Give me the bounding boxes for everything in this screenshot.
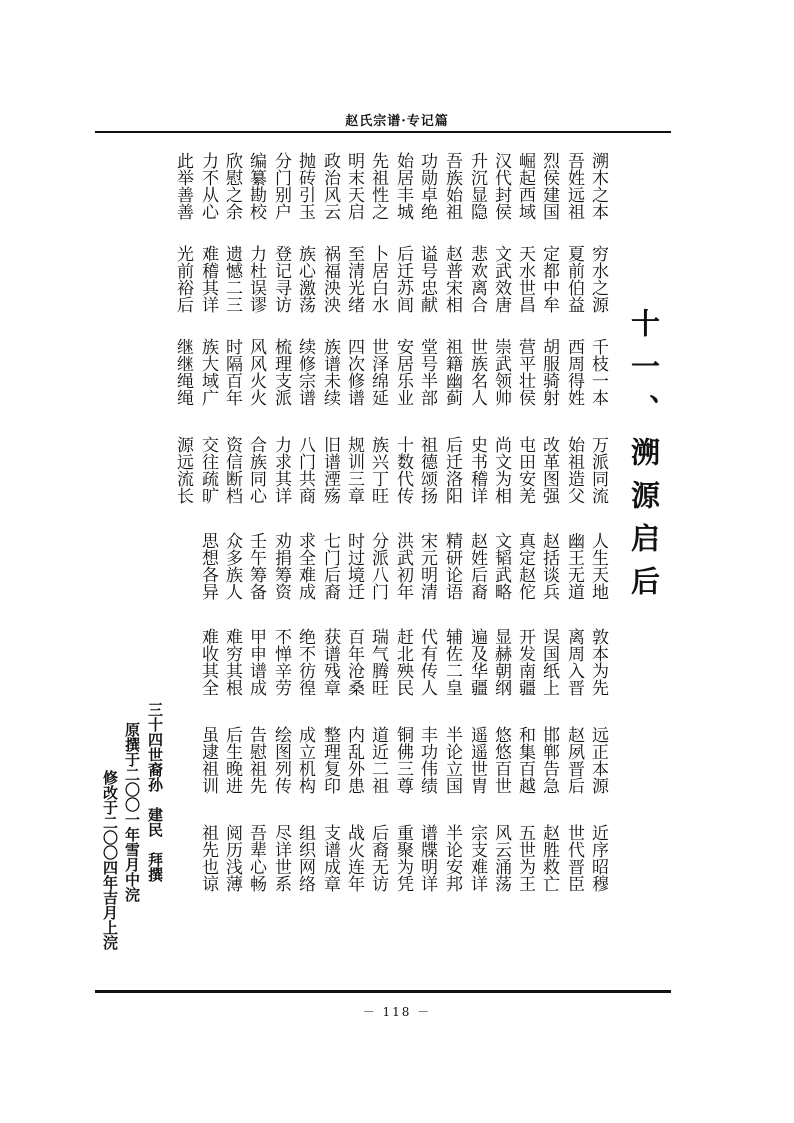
poem-line: 吾辈心畅 [246,824,266,892]
poem-line: 光前裕后 [173,245,193,313]
poem-line: 难稽其详 [198,245,218,313]
poem-line: 四次修谱 [344,338,364,406]
poem-line: 遍及华疆 [467,628,487,696]
poem-line: 崛起西域 [515,152,535,220]
poem-line: 文韬武略 [491,532,511,600]
poem-line: 遥遥世胄 [467,726,487,794]
poem-line: 穷水之源 [588,245,608,313]
poem-line: 整理复印 [320,726,340,794]
poem-line: 族心激荡 [295,245,315,313]
poem-line: 七门后裔 [320,532,340,600]
poem-line: 万派同流 [588,436,608,504]
poem-line: 人生天地 [588,532,608,600]
poem-line: 时隔百年 [222,338,242,406]
poem-line: 五世为王 [515,824,535,892]
poem-line: 不惮辛劳 [271,628,291,696]
poem-line: 至清光绪 [344,245,364,313]
poem-line: 赵夙晋后 [564,726,584,794]
poem-line: 编纂勘校 [246,152,266,220]
poem-line: 难收其全 [198,628,218,696]
poem-line: 真定赵佗 [515,532,535,600]
poem-line: 风云涌荡 [491,824,511,892]
poem-line: 欣慰之余 [222,152,242,220]
poem-line: 劝捐筹资 [271,532,291,600]
poem-line: 阅历浅薄 [222,824,242,892]
poem-line: 敦本为先 [588,628,608,696]
poem-line: 丰功伟绩 [417,726,437,794]
poem-line: 夏前伯益 [564,245,584,313]
poem-line: 祸福泱泱 [320,245,340,313]
poem-line: 半论立国 [442,726,462,794]
poem-line: 始居丰城 [393,152,413,220]
poem-line: 屯田安羌 [515,436,535,504]
poem-line: 思想各异 [198,532,218,600]
poem-line: 力杜误谬 [246,245,266,313]
poem-line: 安居乐业 [393,338,413,406]
poem-line: 族大域广 [198,338,218,406]
poem-line: 成立机构 [295,726,315,794]
poem-line: 旧谱湮殇 [320,436,340,504]
poem-line: 千枝一本 [588,338,608,406]
section-title: 十一、溯源启后 [627,308,661,609]
poem-line: 世泽绵延 [368,338,388,406]
poem-line: 时过境迁 [344,532,364,600]
signature-author: 三十四世裔孙 建民 拜撰 [146,702,164,882]
poem-line: 继继绳绳 [173,338,193,406]
poem-line: 铜佛三尊 [393,726,413,794]
poem-line: 堂号半部 [417,338,437,406]
poem-line: 重聚为凭 [393,824,413,892]
poem-line: 功勋卓绝 [417,152,437,220]
poem-line: 赵姓后裔 [467,532,487,600]
poem-line: 赶北殃民 [393,628,413,696]
poem-line: 胡服骑射 [539,338,559,406]
poem-line: 崇武领帅 [491,338,511,406]
poem-line: 宗支难详 [467,824,487,892]
poem-line: 支谱成章 [320,824,340,892]
poem-line: 赵普宋相 [442,245,462,313]
poem-line: 壬午筹备 [246,532,266,600]
poem-line: 百年沧桑 [344,628,364,696]
poem-line: 幽王无道 [564,532,584,600]
poem-line: 告慰祖先 [246,726,266,794]
poem-line: 定都中牟 [539,245,559,313]
poem-line: 分门别户 [271,152,291,220]
poem-line: 风风火火 [246,338,266,406]
poem-line: 抛砖引玉 [295,152,315,220]
poem-line: 世代晋臣 [564,824,584,892]
poem-line: 赵括谈兵 [539,532,559,600]
poem-line: 明末天启 [344,152,364,220]
poem-line: 开发南疆 [515,628,535,696]
poem-line: 汉代封侯 [491,152,511,220]
poem-line: 道近二祖 [368,726,388,794]
poem-line: 先祖性之 [368,152,388,220]
poem-line: 合族同心 [246,436,266,504]
poem-line: 和集百越 [515,726,535,794]
footer-rule [95,990,671,993]
poem-line: 吾族始祖 [442,152,462,220]
running-header: 赵氏宗谱·专记篇 [345,114,449,129]
poem-line: 此举善善 [173,152,193,220]
poem-line: 营平壮侯 [515,338,535,406]
poem-line: 获谱残章 [320,628,340,696]
poem-line: 代有传人 [417,628,437,696]
poem-line: 绝不彷徨 [295,628,315,696]
poem-line: 辅佐二皇 [442,628,462,696]
poem-line: 力不从心 [198,152,218,220]
poem-line: 后裔无访 [368,824,388,892]
poem-line: 战火连年 [344,824,364,892]
poem-line: 悲欢离合 [467,245,487,313]
poem-line: 谥号忠献 [417,245,437,313]
poem-line: 遗憾二三 [222,245,242,313]
poem-line: 近序昭穆 [588,824,608,892]
poem-line: 谱牒明详 [417,824,437,892]
poem-line: 显赫朝纲 [491,628,511,696]
poem-line: 后生晚进 [222,726,242,794]
poem-line: 交往疏旷 [198,436,218,504]
poem-line: 求全难成 [295,532,315,600]
poem-line: 祖先也谅 [198,824,218,892]
poem-line: 世族名人 [467,338,487,406]
poem-line: 政治风云 [320,152,340,220]
poem-line: 尽详世系 [271,824,291,892]
poem-line: 远正本源 [588,726,608,794]
poem-line: 西周得姓 [564,338,584,406]
poem-line: 力求其详 [271,436,291,504]
poem-line: 祖籍幽蓟 [442,338,462,406]
poem-line: 天水世昌 [515,245,535,313]
poem-line: 十数代传 [393,436,413,504]
poem-line: 后迁苏闾 [393,245,413,313]
poem-line: 卜居白水 [368,245,388,313]
poem-line: 赵胜救亡 [539,824,559,892]
poem-line: 离周入晋 [564,628,584,696]
poem-line: 改革图强 [539,436,559,504]
poem-line: 祖德颂扬 [417,436,437,504]
poem-line: 瑞气腾旺 [368,628,388,696]
poem-line: 误国纸上 [539,628,559,696]
poem-line: 甲申谱成 [246,628,266,696]
poem-line: 升沉显隐 [467,152,487,220]
poem-line: 众多族人 [222,532,242,600]
poem-line: 虽逮祖训 [198,726,218,794]
signature-revision-date: 修改于二〇〇四年吉月上浣 [101,770,119,950]
poem-line: 邯郸告急 [539,726,559,794]
poem-line: 尚文为相 [491,436,511,504]
signature-original-date: 原撰于二〇〇一年雪月中浣 [123,722,141,902]
poem-line: 梳理支派 [271,338,291,406]
poem-line: 规训三章 [344,436,364,504]
poem-line: 半论安邦 [442,824,462,892]
poem-line: 八门共商 [295,436,315,504]
poem-line: 族兴丁旺 [368,436,388,504]
poem-line: 资信断档 [222,436,242,504]
poem-line: 洪武初年 [393,532,413,600]
poem-line: 内乱外患 [344,726,364,794]
poem-line: 烈侯建国 [539,152,559,220]
poem-line: 分派八门 [368,532,388,600]
page-number: － 118 － [362,1005,432,1019]
poem-line: 精研论语 [442,532,462,600]
poem-line: 源远流长 [173,436,193,504]
poem-line: 溯木之本 [588,152,608,220]
poem-line: 难穷其根 [222,628,242,696]
poem-line: 史书稽详 [467,436,487,504]
poem-line: 悠悠百世 [491,726,511,794]
poem-line: 始祖造父 [564,436,584,504]
poem-line: 后迁洛阳 [442,436,462,504]
header-rule [95,131,671,133]
poem-line: 组织网络 [295,824,315,892]
poem-line: 登记寻访 [271,245,291,313]
poem-line: 绘图列传 [271,726,291,794]
poem-line: 宋元明清 [417,532,437,600]
poem-line: 吾姓远祖 [564,152,584,220]
poem-line: 族谱未续 [320,338,340,406]
poem-line: 文武效唐 [491,245,511,313]
poem-line: 续修宗谱 [295,338,315,406]
